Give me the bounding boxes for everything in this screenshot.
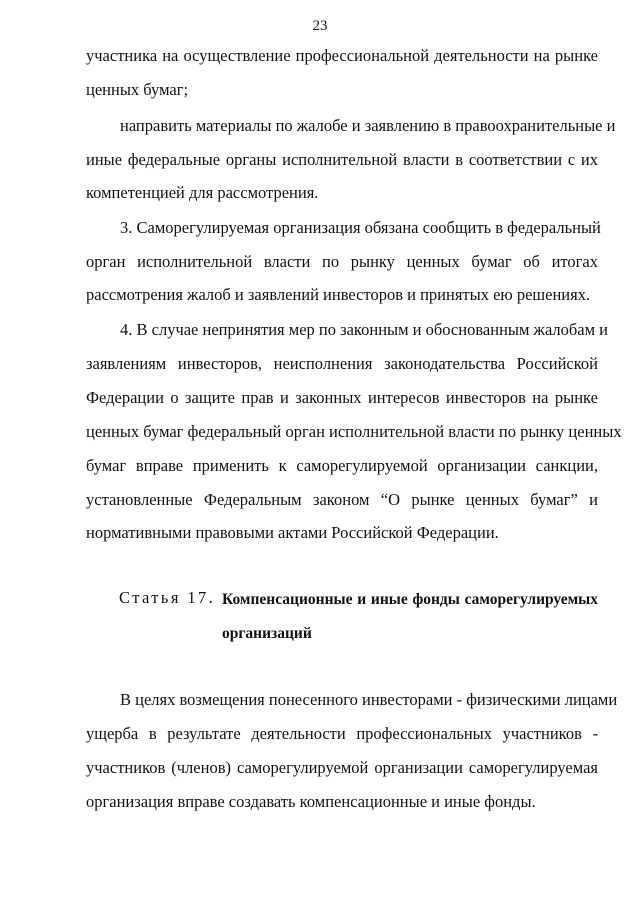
- paragraph-4-line-6: установленные Федеральным законом “О рынке ценных бумаг” и: [86, 490, 598, 509]
- paragraph-3-line-1: 3. Саморегулируемая организация обязана сообщить в федеральный: [120, 218, 601, 237]
- paragraph-3-line-3: рассмотрения жалоб и заявлений инвесторов и принятых ею решениях.: [86, 285, 591, 304]
- paragraph-4-line-1: 4. В случае непринятия мер по законным и обоснованным жалобам и: [120, 320, 609, 339]
- paragraph-2-line-2: иные федеральные органы исполнительной власти в соответствии с их: [86, 150, 598, 169]
- paragraph-2-line-1: направить материалы по жалобе и заявлению в правоохранительные и: [120, 116, 616, 135]
- paragraph-2-line-3: компетенцией для рассмотрения.: [86, 183, 319, 202]
- paragraph-4-line-3: Федерации о защите прав и законных интересов инвесторов на рынке: [86, 388, 598, 407]
- page-number: 23: [312, 18, 328, 34]
- paragraph-5-line-4: организация вправе создавать компенсационные и иные фонды.: [86, 792, 536, 811]
- article-title-line-1: Компенсационные и иные фонды саморегулируемых: [222, 591, 598, 608]
- paragraph-4-line-7: нормативными правовыми актами Российской Федерации.: [86, 523, 499, 542]
- paragraph-5-line-1: В целях возмещения понесенного инвесторами - физическими лицами: [120, 690, 618, 709]
- article-label: Статья 17.: [119, 588, 216, 607]
- paragraph-4-line-4: ценных бумаг федеральный орган исполнительной власти по рынку ценных: [86, 422, 622, 441]
- paragraph-4-line-5: бумаг вправе применить к саморегулируемой организации санкции,: [86, 456, 598, 475]
- article-title-line-2: организаций: [222, 625, 312, 642]
- paragraph-1-line-1: участника на осуществление профессиональной деятельности на рынке: [86, 46, 598, 65]
- paragraph-4-line-2: заявлениям инвесторов, неисполнения законодательства Российской: [86, 354, 598, 373]
- paragraph-5-line-2: ущерба в результате деятельности профессиональных участников -: [86, 724, 598, 743]
- paragraph-5-line-3: участников (членов) саморегулируемой организации саморегулируемая: [86, 758, 598, 777]
- paragraph-3-line-2: орган исполнительной власти по рынку ценных бумаг об итогах: [86, 252, 598, 271]
- paragraph-1-line-2: ценных бумаг;: [86, 80, 189, 99]
